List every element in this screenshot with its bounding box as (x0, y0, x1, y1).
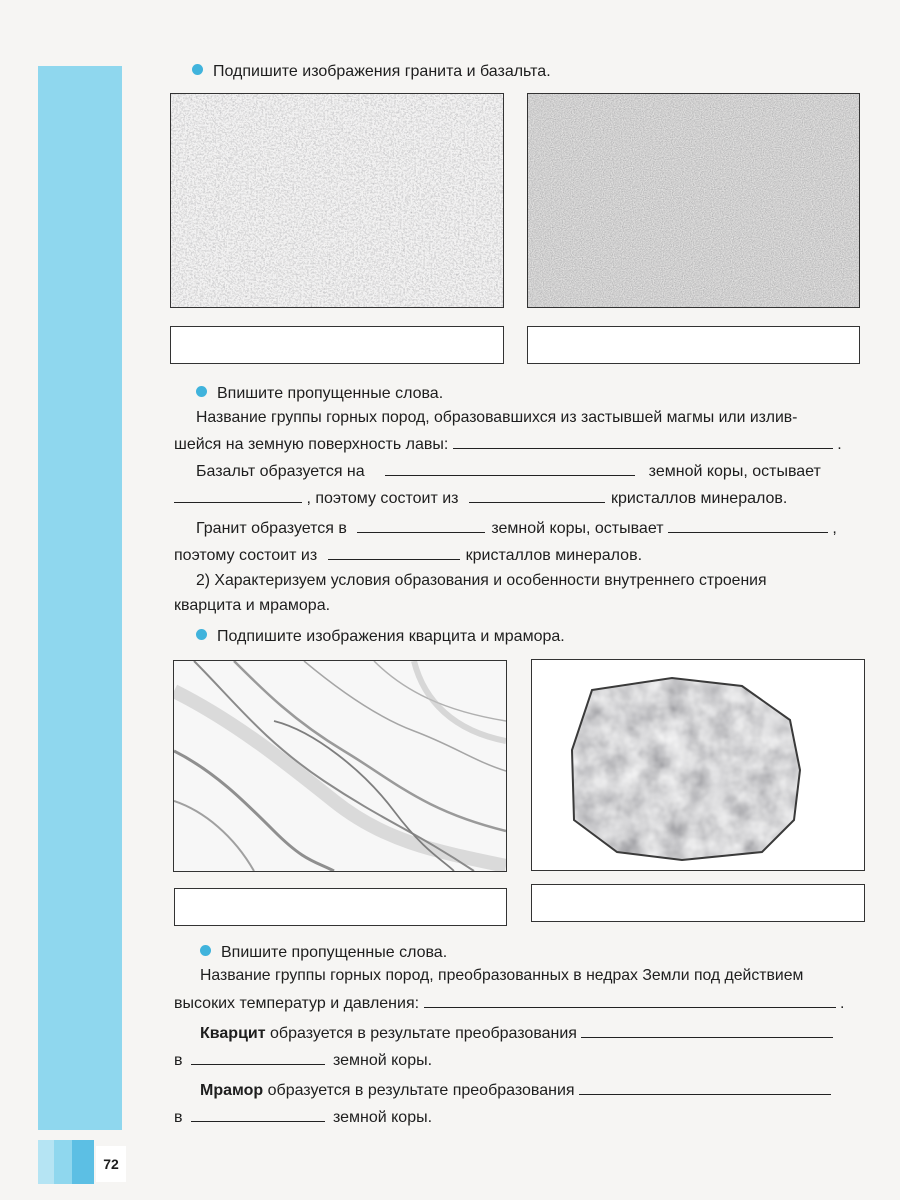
basalt-location-blank[interactable] (385, 461, 635, 476)
instruction-quartzite-marble: Подпишите изображения кварцита и мрамора. (196, 627, 565, 647)
magmatic-question-line2: шейся на земную поверхность лавы: . (174, 436, 842, 453)
marble-origin-blank[interactable] (579, 1080, 831, 1095)
granite-sentence-2: поэтому состоит из кристаллов минералов. (174, 547, 643, 564)
page-number: 72 (96, 1146, 126, 1182)
quartzite-location-line: в земной коры. (174, 1052, 433, 1069)
granite-cooling-blank[interactable] (668, 518, 828, 533)
marble-location-line: в земной коры. (174, 1109, 433, 1126)
marble-label-field[interactable] (174, 888, 507, 926)
quartzite-sentence: Кварцит образуется в результате преобразования (200, 1023, 833, 1044)
bullet-icon (196, 629, 207, 640)
marble-location-blank[interactable] (191, 1107, 325, 1122)
marble-sentence: Мрамор образуется в результате преобразования (200, 1080, 831, 1101)
metamorphic-answer-blank[interactable] (424, 993, 836, 1008)
bullet-icon (196, 386, 207, 397)
granite-crystal-size-blank[interactable] (328, 545, 460, 560)
instruction-granite-basalt: Подпишите изображения гранита и базальта. (192, 62, 551, 82)
sidebar-stripe (38, 66, 122, 1130)
quartzite-location-blank[interactable] (191, 1050, 325, 1065)
basalt-cooling-blank[interactable] (174, 488, 302, 503)
granite-location-blank[interactable] (357, 518, 485, 533)
bullet-icon (192, 64, 203, 75)
granite-sentence-1: Гранит образуется в земной коры, остывает , (196, 520, 837, 537)
magmatic-question-line1: Название группы горных пород, образовавшихся из застывшей магмы или излив- (196, 409, 798, 426)
task-2-line1: 2) Характеризуем условия образования и особенности внутреннего строения (196, 572, 767, 589)
granite-label-field[interactable] (170, 326, 504, 364)
basalt-sentence-2: , поэтому состоит из кристаллов минералов. (174, 488, 787, 509)
metamorphic-question-line1: Название группы горных пород, преобразованных в недрах Земли под действием (200, 967, 804, 984)
bullet-icon (200, 945, 211, 956)
marble-image (173, 660, 507, 872)
basalt-label-field[interactable] (527, 326, 860, 364)
task-2-line2: кварцита и мрамора. (174, 597, 331, 614)
quartzite-label-field[interactable] (531, 884, 865, 922)
basalt-sentence-1: Базальт образуется на земной коры, остывает (196, 463, 821, 480)
metamorphic-question-line2: высоких температур и давления: . (174, 995, 845, 1012)
magmatic-answer-blank[interactable] (453, 434, 833, 449)
quartzite-origin-blank[interactable] (581, 1023, 833, 1038)
quartzite-image (531, 659, 865, 871)
granite-image (170, 93, 504, 308)
instruction-fill-words-2: Впишите пропущенные слова. (200, 943, 447, 963)
basalt-image (527, 93, 860, 308)
basalt-crystal-size-blank[interactable] (469, 488, 605, 503)
instruction-fill-words-1: Впишите пропущенные слова. (196, 384, 443, 404)
